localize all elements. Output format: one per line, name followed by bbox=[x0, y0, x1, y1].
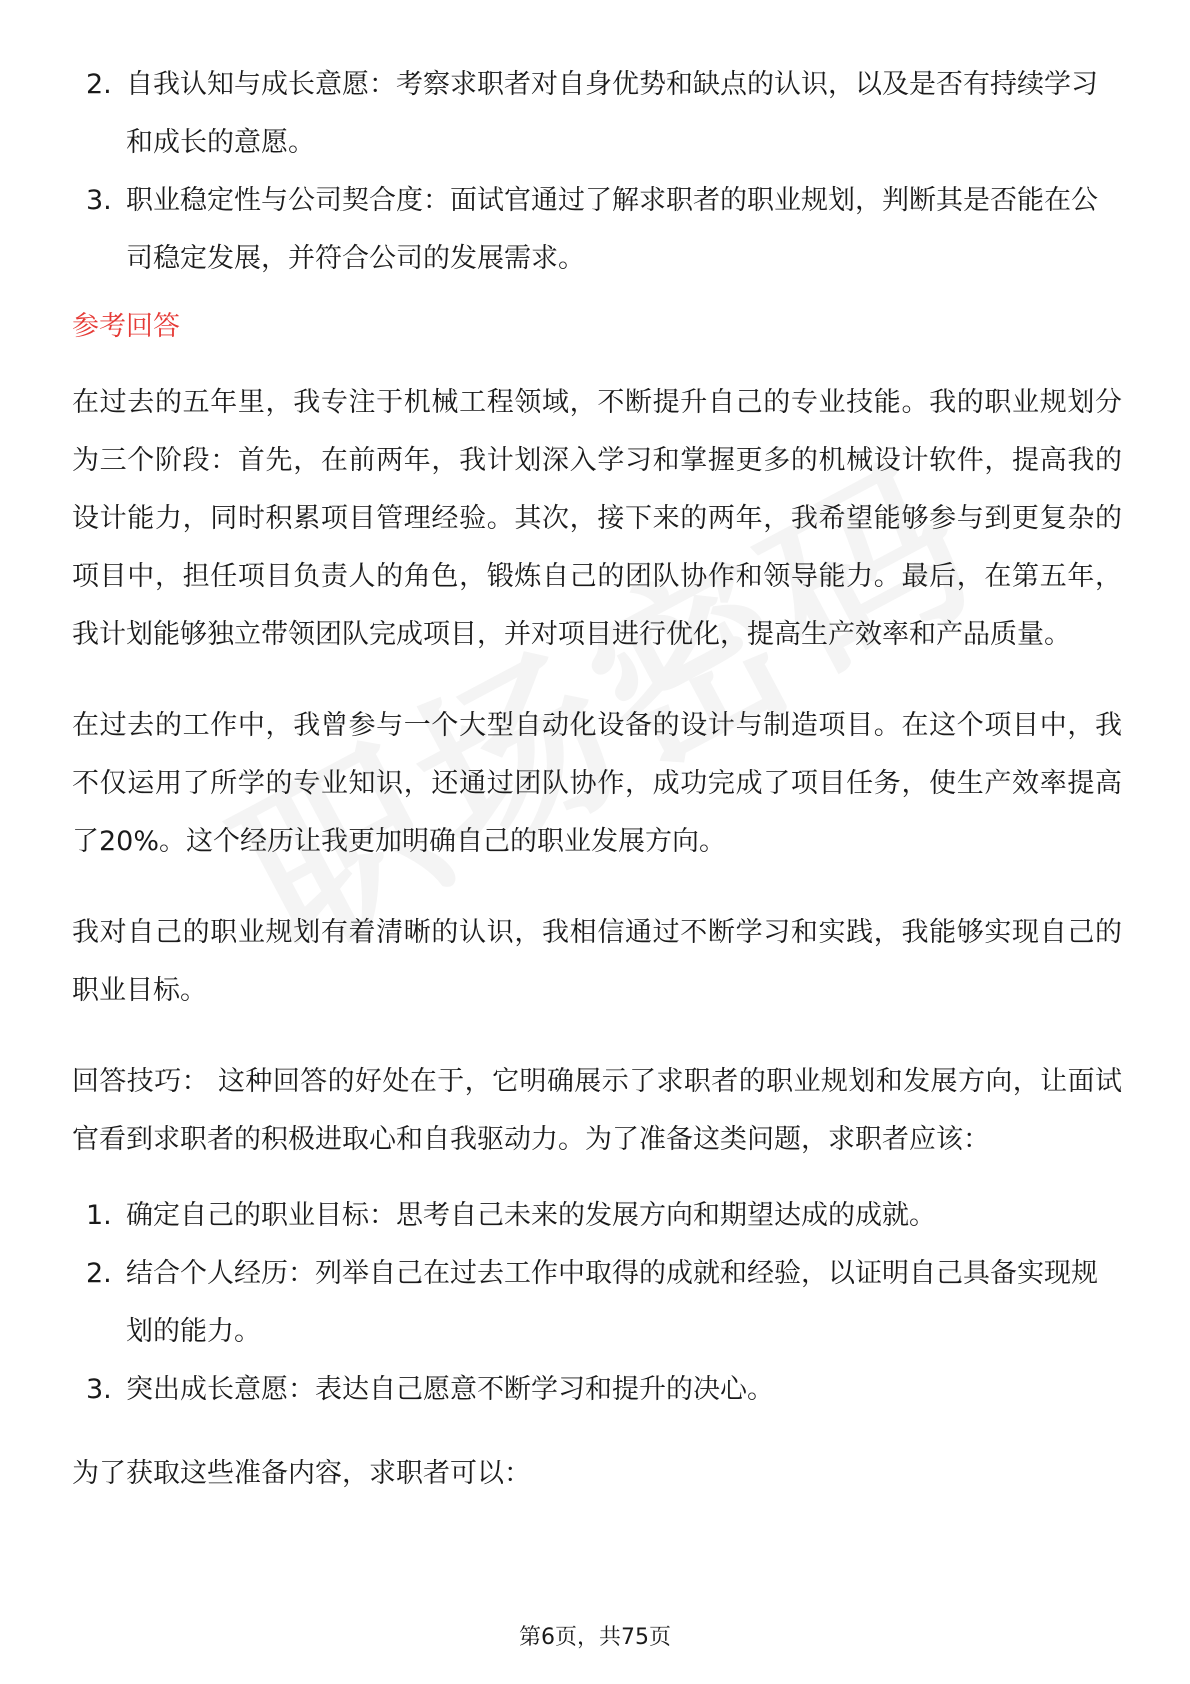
answer-paragraph: 我对自己的职业规划有着清晰的认识，我相信通过不断学习和实践，我能够实现自己的职业目标。 bbox=[72, 917, 1122, 1006]
list-item bbox=[72, 172, 1122, 288]
list-item-number: 1. bbox=[86, 1200, 112, 1231]
answer-paragraph: 在过去的五年里，我专注于机械工程领域，不断提升自己的专业技能。我的职业规划分为三个阶段：首先，在前两年，我计划深入学习和掌握更多的机械设计软件，提高我的设计能力，同时积累项目管理经验。其次，接下来的两年，我希望能够参与到更复杂的项目中，担任项目负责人的角色，锻炼自己的团队协作和领导能力。最后，在第五年，我计划能够独立带领团队完成项目，并对项目进行优化，提高生产效率和产品质量。 bbox=[72, 387, 1122, 650]
list-item-text: 结合个人经历：列举自己在过去工作中取得的成就和经验，以证明自己具备实现规划的能力。 bbox=[126, 1258, 1098, 1347]
list-item bbox=[72, 1187, 1122, 1245]
section-title: 参考回答 bbox=[72, 311, 180, 342]
tips-list bbox=[72, 1187, 1122, 1419]
criteria-list bbox=[72, 56, 1122, 288]
list-item-number: 2. bbox=[86, 69, 112, 100]
list-item-number: 3. bbox=[86, 1374, 112, 1405]
list-item-text: 自我认知与成长意愿：考察求职者对自身优势和缺点的认识，以及是否有持续学习和成长的意愿。 bbox=[126, 69, 1098, 158]
closing-paragraph: 为了获取这些准备内容，求职者可以： bbox=[72, 1458, 531, 1489]
answer-paragraph: 在过去的工作中，我曾参与一个大型自动化设备的设计与制造项目。在这个项目中，我不仅运用了所学的专业知识，还通过团队协作，成功完成了项目任务，使生产效率提高了20%。这个经历让我更加明确自己的职业发展方向。 bbox=[72, 710, 1122, 857]
list-item-text: 确定自己的职业目标：思考自己未来的发展方向和期望达成的成就。 bbox=[126, 1200, 936, 1231]
tips-paragraph: 回答技巧： 这种回答的好处在于，它明确展示了求职者的职业规划和发展方向，让面试官看到求职者的积极进取心和自我驱动力。为了准备这类问题，求职者应该： bbox=[72, 1066, 1122, 1155]
page-footer: 第6页，共75页 bbox=[519, 1625, 671, 1650]
list-item bbox=[72, 56, 1122, 172]
list-item-number: 2. bbox=[86, 1258, 112, 1289]
list-item-text: 突出成长意愿：表达自己愿意不断学习和提升的决心。 bbox=[126, 1374, 774, 1405]
list-item bbox=[72, 1245, 1122, 1361]
page-content bbox=[72, 56, 1122, 1536]
list-item-number: 3. bbox=[86, 185, 112, 216]
list-item-text: 职业稳定性与公司契合度：面试官通过了解求职者的职业规划，判断其是否能在公司稳定发展，并符合公司的发展需求。 bbox=[126, 185, 1098, 274]
list-item bbox=[72, 1361, 1122, 1419]
